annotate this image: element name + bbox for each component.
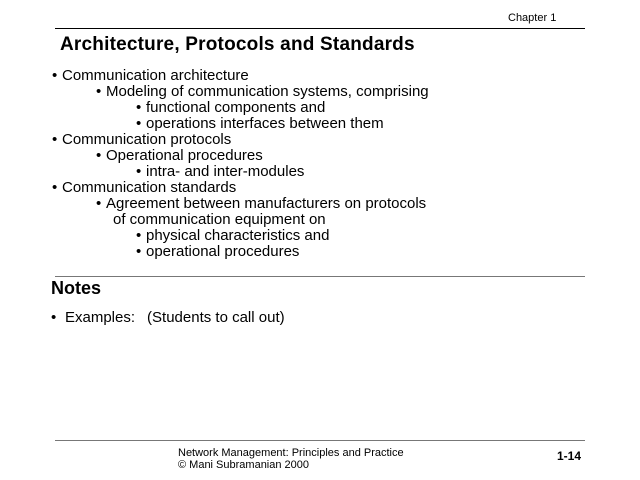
footer-copyright: © Mani Subramanian 2000 bbox=[178, 459, 310, 471]
bullet-icon: • bbox=[136, 99, 142, 116]
notes-divider bbox=[55, 276, 585, 277]
bullet-item-l1 bbox=[52, 132, 231, 148]
bullet-item-continuation bbox=[113, 212, 326, 228]
bullet-item-l1 bbox=[52, 68, 249, 84]
bullet-text: Operational procedures bbox=[106, 147, 263, 164]
bullet-icon: • bbox=[96, 195, 102, 212]
bullet-item-l2 bbox=[96, 84, 429, 100]
footer-book-title: Network Management: Principles and Practice bbox=[178, 447, 404, 459]
bullet-item-l3 bbox=[136, 228, 329, 244]
footer-text bbox=[178, 447, 404, 471]
bullet-icon: • bbox=[136, 163, 142, 180]
slide-title: Architecture, Protocols and Standards bbox=[60, 34, 415, 55]
bullet-text: functional components and bbox=[146, 99, 326, 116]
bullet-icon: • bbox=[51, 309, 57, 326]
bullet-item-l3 bbox=[136, 244, 299, 260]
footer-divider bbox=[55, 440, 585, 441]
bullet-text: Communication standards bbox=[62, 179, 237, 196]
bullet-item-l2 bbox=[96, 148, 263, 164]
bullet-icon: • bbox=[52, 179, 58, 196]
bullet-item-l3 bbox=[136, 116, 384, 132]
bullet-item-l3 bbox=[136, 164, 304, 180]
bullet-text: Agreement between manufacturers on protocols bbox=[106, 195, 427, 212]
bullet-item-l2 bbox=[96, 196, 426, 212]
bullet-item-l3 bbox=[136, 100, 325, 116]
bullet-text: Modeling of communication systems, comprising bbox=[106, 83, 429, 100]
bullet-text: operations interfaces between them bbox=[146, 115, 384, 132]
bullet-text: Communication protocols bbox=[62, 131, 232, 148]
bullet-text: intra- and inter-modules bbox=[146, 163, 305, 180]
bullet-icon: • bbox=[96, 147, 102, 164]
top-rule bbox=[55, 28, 585, 29]
page-number: 1-14 bbox=[557, 449, 582, 463]
notes-item bbox=[51, 309, 285, 326]
chapter-label: Chapter 1 bbox=[508, 12, 557, 24]
bullet-text: physical characteristics and bbox=[146, 227, 330, 244]
bullet-item-l1 bbox=[52, 180, 236, 196]
bullet-icon: • bbox=[136, 115, 142, 132]
bullet-text: operational procedures bbox=[146, 243, 300, 260]
bullet-icon: • bbox=[52, 67, 58, 84]
bullet-icon: • bbox=[52, 131, 58, 148]
bullet-icon: • bbox=[136, 243, 142, 260]
bullet-text: of communication equipment on bbox=[113, 211, 326, 228]
notes-item-text: (Students to call out) bbox=[147, 309, 285, 326]
bullet-icon: • bbox=[96, 83, 102, 100]
notes-heading: Notes bbox=[51, 278, 102, 298]
bullet-text: Communication architecture bbox=[62, 67, 249, 84]
bullet-icon: • bbox=[136, 227, 142, 244]
notes-item-label: Examples: bbox=[65, 309, 136, 326]
